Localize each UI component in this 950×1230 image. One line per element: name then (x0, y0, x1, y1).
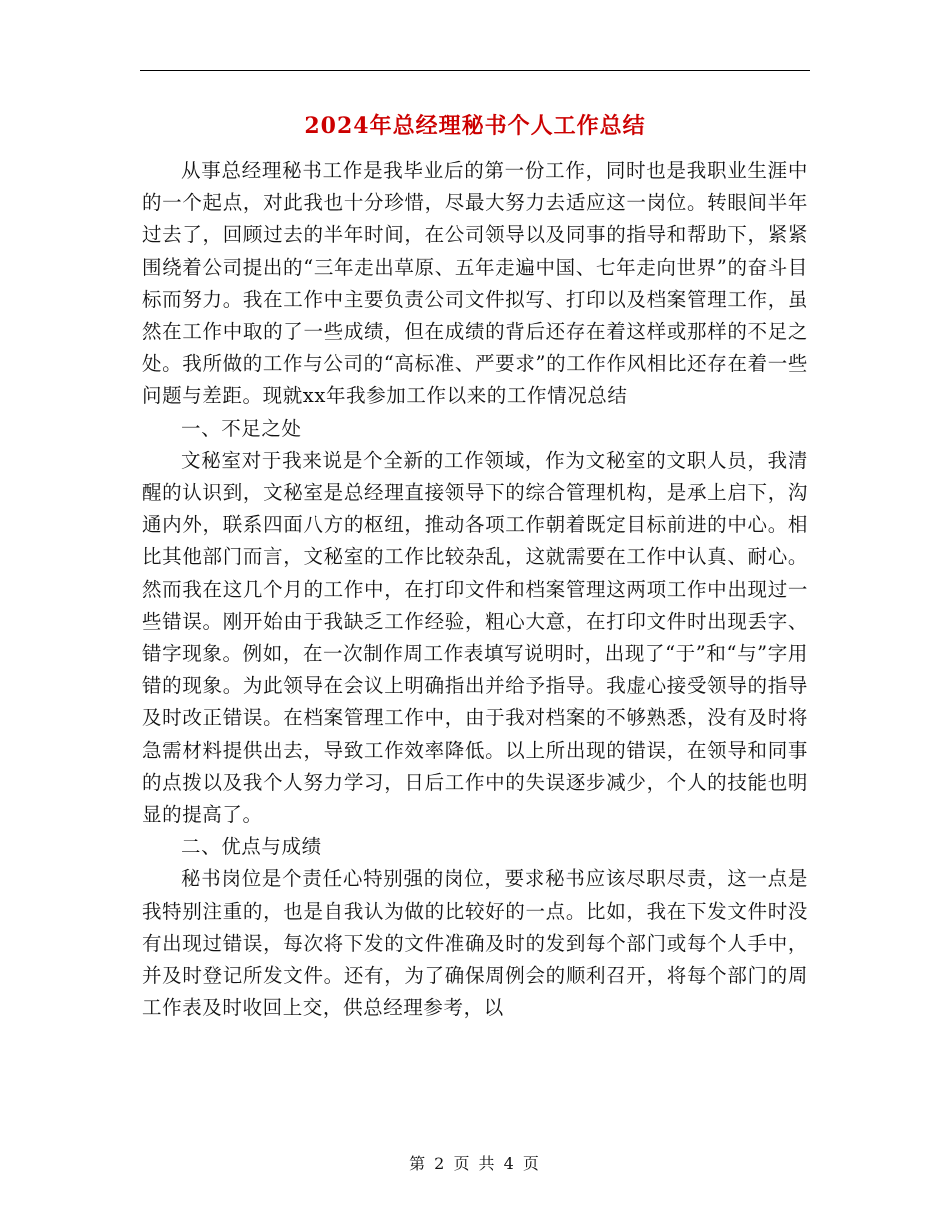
header-rule (140, 70, 810, 71)
body-paragraph: 从事总经理秘书工作是我毕业后的第一份工作，同时也是我职业生涯中的一个起点，对此我也十分珍惜，尽最大努力去适应这一岗位。转眼间半年过去了，回顾过去的半年时间，在公司领导以及同事的指导和帮助下，紧紧围绕着公司提出的“三年走出草原、五年走遍中国、七年走向世界”的奋斗目标而努力。我在工作中主要负责公司文件拟写、打印以及档案管理工作，虽然在工作中取的了一些成绩，但在成绩的背后还存在着这样或那样的不足之处。我所做的工作与公司的“高标准、严要求”的工作作风相比还存在着一些问题与差距。现就xx年我参加工作以来的工作情况总结 (142, 159, 808, 408)
body-paragraph: 文秘室对于我来说是个全新的工作领域，作为文秘室的文职人员，我清醒的认识到，文秘室是总经理直接领导下的综合管理机构，是承上启下，沟通内外，联系四面八方的枢纽，推动各项工作朝着既定目标前进的中心。相比其他部门而言，文秘室的工作比较杂乱，这就需要在工作中认真、耐心。然而我在这几个月的工作中，在打印文件和档案管理这两项工作中出现过一些错误。刚开始由于我缺乏工作经验，粗心大意，在打印文件时出现丢字、错字现象。例如，在一次制作周工作表填写说明时，出现了“于”和“与”字用错的现象。为此领导在会议上明确指出并给予指导。我虚心接受领导的指导及时改正错误。在档案管理工作中，由于我对档案的不够熟悉，没有及时将急需材料提供出去，导致工作效率降低。以上所出现的错误，在领导和同事的点拨以及我个人努力学习，日后工作中的失误逐步减少，个人的技能也明显的提高了。 (142, 448, 808, 827)
document-body (142, 155, 808, 1024)
section-heading: 一、不足之处 (181, 416, 302, 440)
page-number: 第 2 页 共 4 页 (409, 1154, 541, 1173)
body-paragraph: 秘书岗位是个责任心特别强的岗位，要求秘书应该尽职尽责，这一点是我特别注重的，也是自我认为做的比较好的一点。比如，我在下发文件时没有出现过错误，每次将下发的文件准确及时的发到每个部门或每个人手中，并及时登记所发文件。还有，为了确保周例会的顺利召开，将每个部门的周工作表及时收回上交，供总经理参考，以 (142, 867, 808, 1020)
section-heading: 二、优点与成绩 (181, 835, 322, 859)
document-title: 2024年总经理秘书个人工作总结 (304, 113, 646, 139)
